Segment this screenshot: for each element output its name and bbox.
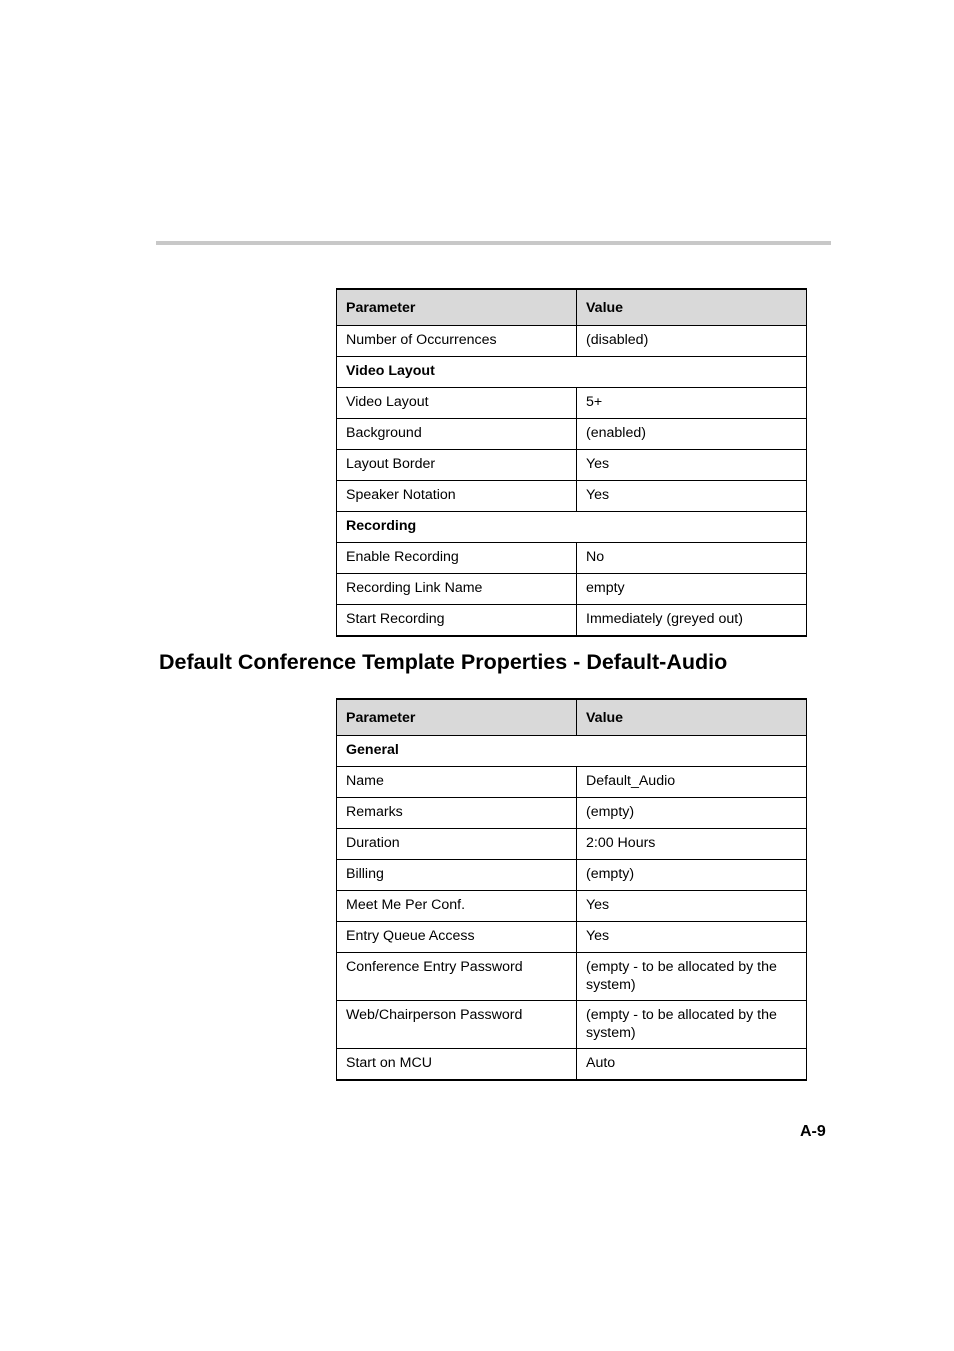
table-row bbox=[337, 922, 807, 953]
value-cell: 5+ bbox=[577, 388, 807, 419]
parameter-cell: Enable Recording bbox=[337, 543, 577, 574]
value-cell: (empty) bbox=[577, 860, 807, 891]
section-label: Video Layout bbox=[337, 357, 807, 388]
table-header-row bbox=[337, 699, 807, 736]
value-cell: Yes bbox=[577, 922, 807, 953]
value-cell: 2:00 Hours bbox=[577, 829, 807, 860]
table-row bbox=[337, 326, 807, 357]
column-header-parameter: Parameter bbox=[337, 289, 577, 326]
value-cell: Auto bbox=[577, 1049, 807, 1081]
table-row bbox=[337, 953, 807, 1001]
value-cell: (disabled) bbox=[577, 326, 807, 357]
parameter-cell: Speaker Notation bbox=[337, 481, 577, 512]
header-rule bbox=[156, 241, 831, 245]
column-header-value: Value bbox=[577, 289, 807, 326]
value-cell: (empty - to be allocated by the system) bbox=[577, 953, 807, 1001]
parameter-cell: Start Recording bbox=[337, 605, 577, 637]
section-row bbox=[337, 736, 807, 767]
table-row bbox=[337, 481, 807, 512]
parameter-cell: Background bbox=[337, 419, 577, 450]
parameter-cell: Recording Link Name bbox=[337, 574, 577, 605]
parameter-cell: Entry Queue Access bbox=[337, 922, 577, 953]
value-cell: Default_Audio bbox=[577, 767, 807, 798]
table-row bbox=[337, 419, 807, 450]
section-row bbox=[337, 512, 807, 543]
parameter-cell: Billing bbox=[337, 860, 577, 891]
value-cell: Yes bbox=[577, 481, 807, 512]
parameter-cell: Number of Occurrences bbox=[337, 326, 577, 357]
table-row bbox=[337, 543, 807, 574]
table-row bbox=[337, 829, 807, 860]
parameter-cell: Remarks bbox=[337, 798, 577, 829]
value-cell: (empty) bbox=[577, 798, 807, 829]
section-label: General bbox=[337, 736, 807, 767]
parameter-cell: Name bbox=[337, 767, 577, 798]
value-cell: (enabled) bbox=[577, 419, 807, 450]
parameter-cell: Start on MCU bbox=[337, 1049, 577, 1081]
parameter-cell: Duration bbox=[337, 829, 577, 860]
parameter-cell: Conference Entry Password bbox=[337, 953, 577, 1001]
table-row bbox=[337, 574, 807, 605]
parameters-table-1 bbox=[336, 288, 807, 637]
table-row bbox=[337, 1049, 807, 1081]
table-row bbox=[337, 388, 807, 419]
value-cell: Yes bbox=[577, 891, 807, 922]
column-header-parameter: Parameter bbox=[337, 699, 577, 736]
value-cell: Yes bbox=[577, 450, 807, 481]
column-header-value: Value bbox=[577, 699, 807, 736]
section-heading: Default Conference Template Properties - Default-Audio bbox=[159, 650, 728, 674]
section-label: Recording bbox=[337, 512, 807, 543]
value-cell: Immediately (greyed out) bbox=[577, 605, 807, 637]
value-cell: empty bbox=[577, 574, 807, 605]
parameter-cell: Web/Chairperson Password bbox=[337, 1001, 577, 1049]
table-row bbox=[337, 891, 807, 922]
parameter-cell: Meet Me Per Conf. bbox=[337, 891, 577, 922]
table-header-row bbox=[337, 289, 807, 326]
table-row bbox=[337, 767, 807, 798]
value-cell: No bbox=[577, 543, 807, 574]
table-row bbox=[337, 798, 807, 829]
parameter-cell: Video Layout bbox=[337, 388, 577, 419]
table-row bbox=[337, 1001, 807, 1049]
page-number: A-9 bbox=[800, 1123, 826, 1140]
table-row bbox=[337, 450, 807, 481]
table-row bbox=[337, 605, 807, 637]
parameter-cell: Layout Border bbox=[337, 450, 577, 481]
section-row bbox=[337, 357, 807, 388]
parameters-table-2 bbox=[336, 698, 807, 1081]
table-row bbox=[337, 860, 807, 891]
value-cell: (empty - to be allocated by the system) bbox=[577, 1001, 807, 1049]
